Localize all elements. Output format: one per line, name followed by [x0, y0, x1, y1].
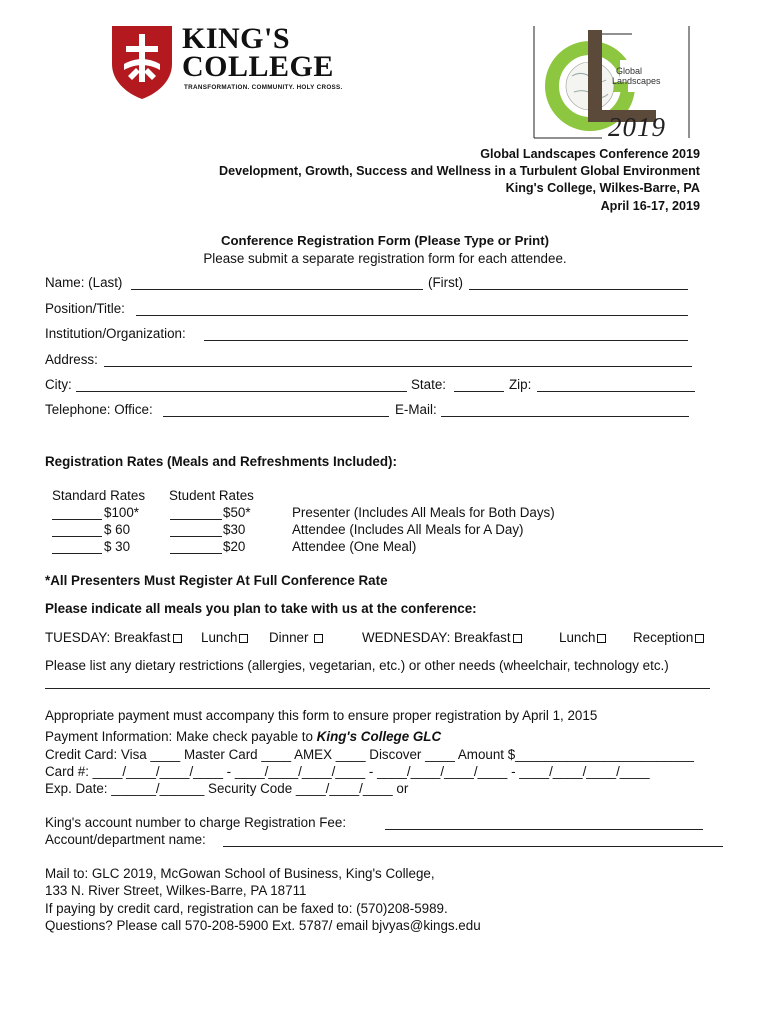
wednesday-breakfast[interactable] [362, 630, 522, 645]
account-charge-label: King's account number to charge Registration Fee: [45, 815, 347, 830]
wednesday-lunch[interactable] [559, 630, 606, 645]
logo-tagline: TRANSFORMATION. COMMUNITY. HOLY CROSS. [184, 84, 343, 91]
checkbox-icon[interactable] [239, 634, 248, 643]
standard-rate-blank[interactable] [52, 519, 102, 520]
tuesday-dinner[interactable] [269, 630, 323, 645]
telephone-field[interactable] [163, 416, 389, 417]
payment-deadline: Appropriate payment must accompany this form to ensure proper registration by April 1, 2015 [45, 708, 598, 723]
institution-field[interactable] [204, 340, 688, 341]
standard-rate-blank[interactable] [52, 553, 102, 554]
checkbox-icon[interactable] [597, 634, 606, 643]
account-dept-label: Account/department name: [45, 832, 206, 847]
state-field[interactable] [454, 391, 504, 392]
email-field[interactable] [441, 416, 689, 417]
standard-rate-value: $ 30 [104, 539, 131, 554]
account-dept-field[interactable] [223, 846, 723, 847]
standard-rate-value: $100* [104, 505, 140, 520]
rate-description: Attendee (One Meal) [292, 539, 417, 554]
checkbox-icon[interactable] [513, 634, 522, 643]
form-subtitle: Please submit a separate registration form for each attendee. [203, 251, 567, 266]
rate-description: Presenter (Includes All Meals for Both Days) [292, 505, 555, 520]
city-label: City: [45, 377, 72, 392]
wednesday-reception[interactable] [633, 630, 704, 645]
telephone-label: Telephone: Office: [45, 402, 153, 417]
credit-card-line[interactable]: Credit Card: Visa ____ Master Card ____ AMEX ____ Discover ____ Amount $________________________ [45, 747, 694, 762]
student-rate-value: $30 [223, 522, 246, 537]
student-rate-blank[interactable] [170, 553, 222, 554]
institution-label: Institution/Organization: [45, 326, 186, 341]
state-label: State: [411, 377, 446, 392]
name-last-field[interactable] [131, 289, 423, 290]
card-number-line[interactable]: Card #: ____/____/____/____ - ____/____/____/____ - ____/____/____/____ - ____/____/____/____ [45, 764, 650, 779]
tuesday-breakfast-label: TUESDAY: Breakfast [45, 630, 171, 645]
kings-college-logo [110, 24, 350, 104]
conference-logo [532, 26, 692, 142]
address-field[interactable] [104, 366, 692, 367]
header-line3: King's College, Wilkes-Barre, PA [505, 181, 700, 196]
tuesday-breakfast[interactable] [45, 630, 182, 645]
logo-name-line1: KING'S [182, 22, 291, 55]
conference-header [219, 146, 700, 215]
conf-logo-year: 2019 [608, 112, 666, 142]
name-last-label: Name: (Last) [45, 275, 123, 290]
dietary-field[interactable] [45, 688, 710, 689]
conf-logo-word1: Global [616, 66, 643, 76]
tuesday-dinner-label: Dinner [269, 630, 309, 645]
wednesday-lunch-label: Lunch [559, 630, 596, 645]
account-charge-field[interactable] [385, 829, 703, 830]
rates-heading: Registration Rates (Meals and Refreshments Included): [45, 454, 397, 469]
conf-logo-word2: Landscapes [612, 76, 661, 86]
standard-rate-blank[interactable] [52, 536, 102, 537]
expiration-line[interactable]: Exp. Date: ______/______ Security Code ____/____/____ or [45, 781, 409, 796]
student-rate-blank[interactable] [170, 536, 222, 537]
payment-payee: King's College GLC [316, 729, 442, 744]
rate-description: Attendee (Includes All Meals for A Day) [292, 522, 524, 537]
address-label: Address: [45, 352, 98, 367]
checkbox-icon[interactable] [173, 634, 182, 643]
zip-field[interactable] [537, 391, 695, 392]
standard-rates-header: Standard Rates [52, 488, 146, 503]
header-line4: April 16-17, 2019 [600, 198, 700, 213]
name-first-field[interactable] [469, 289, 688, 290]
email-label: E-Mail: [395, 402, 437, 417]
meals-heading: Please indicate all meals you plan to take with us at the conference: [45, 601, 477, 616]
mail-line1: Mail to: GLC 2019, McGowan School of Business, King's College, [45, 866, 435, 881]
student-rate-blank[interactable] [170, 519, 222, 520]
student-rate-value: $50* [223, 505, 251, 520]
standard-rate-value: $ 60 [104, 522, 131, 537]
checkbox-icon[interactable] [695, 634, 704, 643]
mail-line3: If paying by credit card, registration can be faxed to: (570)208-5989. [45, 901, 448, 916]
payment-info-text: Payment Information: Make check payable to [45, 729, 317, 744]
mail-line4: Questions? Please call 570-208-5900 Ext. 5787/ email bjvyas@kings.edu [45, 918, 481, 933]
student-rate-value: $20 [223, 539, 246, 554]
tuesday-lunch[interactable] [201, 630, 248, 645]
header-line1: Global Landscapes Conference 2019 [480, 147, 700, 161]
wednesday-breakfast-label: WEDNESDAY: Breakfast [362, 630, 511, 645]
zip-label: Zip: [509, 377, 532, 392]
checkbox-icon[interactable] [314, 634, 323, 643]
logo-name-line2: COLLEGE [182, 50, 334, 83]
form-title: Conference Registration Form (Please Type or Print) [220, 233, 550, 248]
mail-line2: 133 N. River Street, Wilkes-Barre, PA 18711 [45, 883, 307, 898]
presenter-note: *All Presenters Must Register At Full Conference Rate [45, 573, 388, 588]
header-line2: Development, Growth, Success and Wellness in a Turbulent Global Environment [219, 164, 700, 179]
dietary-prompt: Please list any dietary restrictions (allergies, vegetarian, etc.) or other needs (wheelchair, technology etc.) [45, 658, 669, 673]
student-rates-header: Student Rates [169, 488, 254, 503]
position-label: Position/Title: [45, 301, 125, 316]
name-first-label: (First) [428, 275, 463, 290]
kings-shield-icon [110, 24, 174, 100]
payment-info [45, 729, 441, 744]
city-field[interactable] [76, 391, 407, 392]
position-field[interactable] [136, 315, 688, 316]
wednesday-reception-label: Reception [633, 630, 694, 645]
tuesday-lunch-label: Lunch [201, 630, 238, 645]
